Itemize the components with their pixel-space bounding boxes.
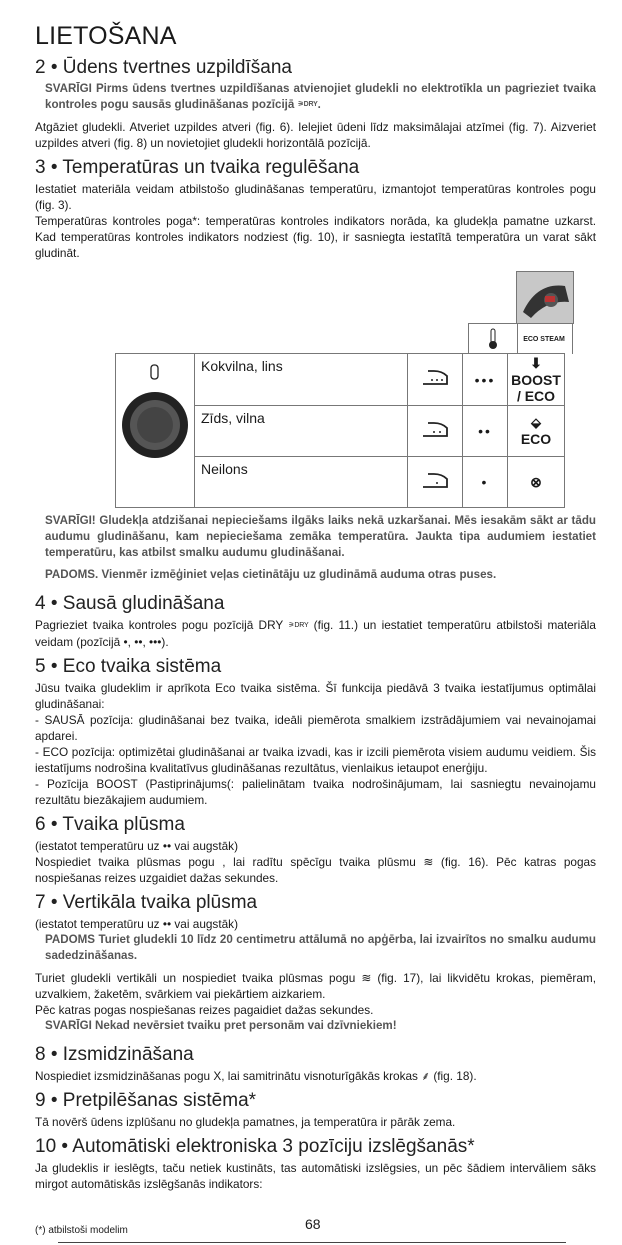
section-9-body: Tā novērš ūdens izplūšanu no gludekļa pamatnes, ja temperatūra ir pārāk zema. xyxy=(35,1114,456,1129)
section-2-heading: 2 • Ūdens tvertnes uzpildīšana xyxy=(35,57,292,78)
temperature-table-figure xyxy=(35,271,596,501)
section-6-body-1: (iestatot temperatūru uz •• vai augstāk) xyxy=(35,838,239,853)
section-5-body-4: - Pozīcija BOOST (Pastiprinājums(: palielinātam tvaika nodrošinājumam, lai sasniegtu nevainojamu rezultātu biezākajiem audumiem. xyxy=(35,776,596,807)
section-8-heading: 8 • Izsmidzināšana xyxy=(35,1043,194,1065)
thermometer-icon xyxy=(468,323,518,354)
section-3-note-2: PADOMS. Vienmēr izmēģiniet veļas cietinātāju uz gludināmā auduma otras puses. xyxy=(45,568,497,582)
section-4-heading: 4 • Sausā gludināšana xyxy=(35,593,225,615)
section-10-heading: 10 • Automātiski elektroniska 3 pozīciju izslēgšanās* xyxy=(35,1135,475,1157)
section-7-note-1: PADOMS Turiet gludekli 10 līdz 20 centimetru attālumā no apģērba, lai izvairītos no smalku audumu sadedzināšanas. xyxy=(45,932,596,962)
section-5-heading: 5 • Eco tvaika sistēma xyxy=(35,655,222,677)
eco-steam-header: ECO STEAM xyxy=(516,323,573,354)
section-9-heading: 9 • Pretpilēšanas sistēma* xyxy=(35,1089,257,1111)
section-7-heading: 7 • Vertikāla tvaika plūsma xyxy=(35,891,258,913)
dry-icon: ⚞DRY xyxy=(288,621,309,629)
section-3-heading: 3 • Temperatūras un tvaika regulēšana xyxy=(35,157,360,179)
section-10-body: Ja gludeklis ir ieslēgts, taču netiek kustināts, tas automātiski izslēgsies, un pēc šādiem intervāliem sāks mirgot automātiskās izslēgšanās indikators: xyxy=(35,1160,596,1191)
section-3-note-1: SVARĪGI! Gludekļa atdzišanai nepieciešams ilgāks laiks nekā uzkaršanai. Mēs iesakām sākt ar tādu audumu gludināšanu, kam nepieciešama zemāka temperatūra. Jaukta tipa audumiem iestatiet temperatūru, kas atbilst smalku audumu gludināšanai. xyxy=(45,514,596,560)
page-number: 68 xyxy=(305,1216,321,1232)
fabric-label: Kokvilna, lins xyxy=(195,354,408,406)
fabric-label: Zīds, vilna xyxy=(195,406,408,457)
steam-setting: ⬇ BOOST / ECO xyxy=(508,354,565,406)
dry-icon: ⚞DRY xyxy=(297,101,318,108)
iron-photo xyxy=(516,271,574,324)
section-5-body-1: Jūsu tvaika gludeklim ir aprīkota Eco tvaika sistēma. Šī funkcija piedāvā 3 tvaika iestatījumus optimālai gludināšanai: xyxy=(35,680,596,711)
section-8-body: Nospiediet izsmidzināšanas pogu X, lai samitrinātu visnoturīgākās krokas ⸙ (fig. 18). xyxy=(35,1068,477,1083)
temperature-dial-cell xyxy=(116,354,195,508)
section-4-body: Pagrieziet tvaika kontroles pogu pozīcijā DRY ⚞DRY (fig. 11.) un iestatiet temperatūru atbilstoši materiāla veidam (pozīcijā •, ••, •••). xyxy=(35,618,596,649)
section-5-body-2: - SAUSĀ pozīcija: gludināšanai bez tvaika, ideāli piemērota smalkiem izstrādājumiem vai nevainojamai apdarei. xyxy=(35,712,596,743)
section-3-body-2: Temperatūras kontroles poga*: temperatūras kontroles indikators norāda, ka gludekļa pamatne uzkarst. Kad temperatūras kontroles indikators nodziest (fig. 10), ir sasniegta iestatītā temperatūra un varat sākt gludināt. xyxy=(35,214,596,261)
section-2-body: Atgāziet gludekli. Atveriet uzpildes atveri (fig. 6). Ielejiet ūdeni līdz maksimālajai atzīmei (fig. 7). Aizveriet uzpildes atveri (fig. 8) un novietojiet gludekli horizontālā pozīcijā. xyxy=(35,120,596,151)
section-6-heading: 6 • Tvaika plūsma xyxy=(35,813,185,835)
temperature-dots: • xyxy=(463,457,508,508)
section-2-note: SVARĪGI Pirms ūdens tvertnes uzpildīšanas atvienojiet gludekli no elektrotīkla un pagrieziet tvaika kontroles pogu sausās gludināšanas pozīcijā ⚞DRY. xyxy=(45,82,596,112)
section-3-body-1: Iestatiet materiāla veidam atbilstošo gludināšanas temperatūru, izmantojot temperatūras kontroles pogu (fig. 3). xyxy=(35,182,596,213)
section-6-body-2: Nospiediet tvaika plūsmas pogu , lai radītu spēcīgu tvaika plūsmu ≋ (fig. 16). Pēc katras pogas nospiešanas reizes uzgaidiet dažas sekundes. xyxy=(35,854,596,885)
iron-icon xyxy=(408,354,463,406)
fabric-label: Neilons xyxy=(195,457,408,508)
steam-setting: ⬙ ECO xyxy=(508,406,565,457)
temperature-dots: •• xyxy=(463,406,508,457)
footer-divider xyxy=(58,1242,566,1243)
temperature-dial-icon xyxy=(117,355,193,485)
iron-icon xyxy=(408,457,463,508)
section-7-note-2: SVARĪGI Nekad nevērsiet tvaiku pret personām vai dzīvniekiem! xyxy=(45,1018,397,1032)
table-row xyxy=(116,354,565,406)
section-5-body-3: - ECO pozīcija: optimizētai gludināšanai ar tvaika izvadi, kas ir izcili piemērota visiem audumu veidiem. Šis iestatījums nodrošina kvalitatīvus gludināšanas rezultātus, vienlaikus ietaupot enerģiju. xyxy=(35,744,596,775)
boost-icon: ⬇ xyxy=(530,355,542,372)
no-steam-icon: ⊗ xyxy=(508,457,565,508)
eco-steam-icon: ⬙ xyxy=(531,415,541,431)
page-title: LIETOŠANA xyxy=(35,22,177,50)
temperature-table xyxy=(115,353,565,508)
section-7-body-3: Pēc katras pogas nospiešanas reizes pagaidiet dažas sekundes. xyxy=(35,1002,374,1017)
iron-icon xyxy=(408,406,463,457)
section-7-body-1: (iestatot temperatūru uz •• vai augstāk) xyxy=(35,916,239,931)
temperature-dots: ••• xyxy=(463,354,508,406)
document-page xyxy=(35,22,596,1192)
footnote: (*) atbilstoši modelim xyxy=(35,1225,128,1236)
section-7-body-2: Turiet gludekli vertikāli un nospiediet tvaika plūsmas pogu ≋ (fig. 17), lai likvidētu krokas, piemēram, uzvalkiem, žaketēm, svārkiem vai piekārtiem aizkariem. xyxy=(35,970,596,1001)
